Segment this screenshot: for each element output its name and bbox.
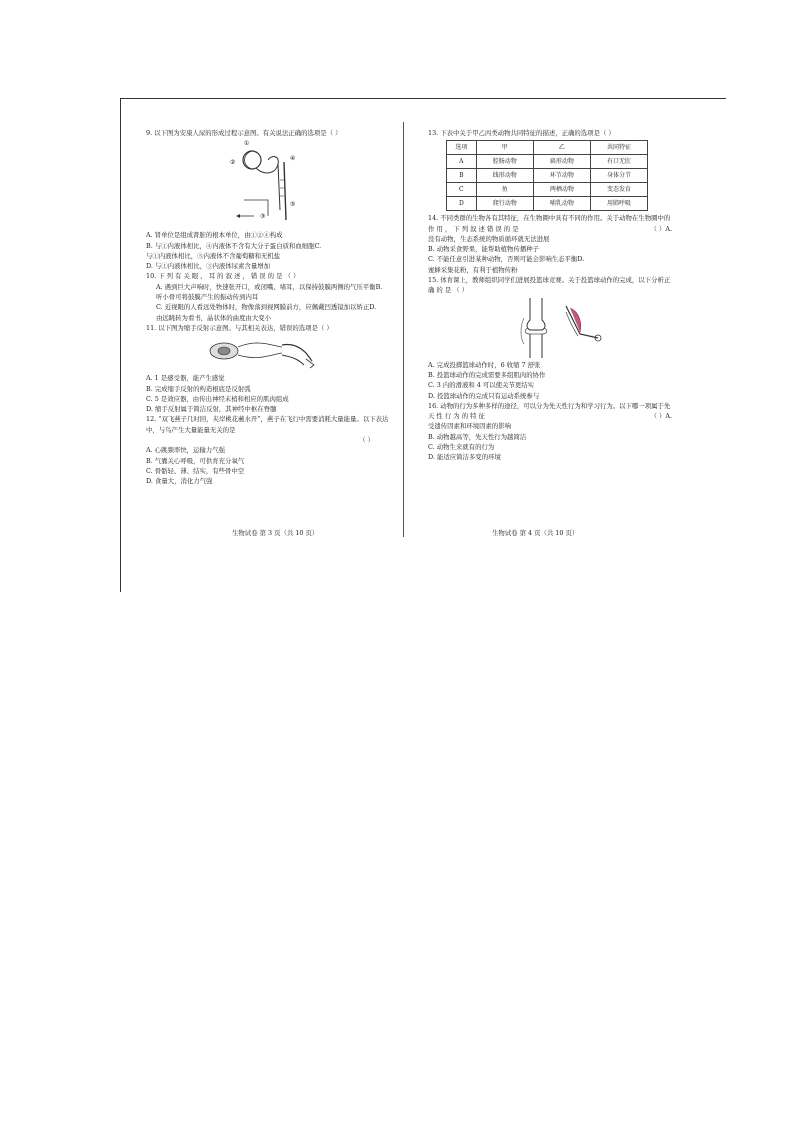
question-12-option: B. 气囊关心呼吸，可供育充分氧气	[146, 456, 245, 465]
answer-parentheses: （ ）A.	[650, 412, 672, 421]
question-15	[428, 275, 672, 401]
question-9-option: D. 与①内液体相比，③内液体尿素含量增加	[146, 262, 270, 271]
question-10-option: C. 近视眼的人看远处物体时，物像落到视网膜前方，应佩戴凹透镜加以矫正D.	[156, 303, 377, 312]
question-9-option: 与①内液体相比，⑤内液体不含葡萄糖和无机盐	[146, 251, 281, 260]
figure-label: ④	[290, 155, 296, 163]
question-16-option: D. 能适应简洁多变的环境	[428, 453, 501, 462]
table-cell: D	[447, 197, 477, 211]
nephron-diagram	[224, 140, 304, 228]
question-14-option: 没有动物，生态系统的物质循环就无法进展	[428, 234, 550, 243]
question-9	[146, 128, 390, 271]
animal-features-table	[446, 140, 648, 211]
question-9-option: A. 肾单位是组成肾脏的根本单位，由①②④构成	[146, 231, 283, 240]
reflex-arc-diagram	[208, 335, 318, 371]
left-column	[146, 128, 390, 487]
table-cell: 选项	[447, 141, 477, 155]
table-cell: 身体分节	[590, 169, 647, 183]
question-14	[428, 213, 672, 275]
figure-label: ③	[260, 213, 266, 221]
question-14-stem-cont: 作 用 ， 下 列 叙 述 错 误 的 是	[428, 224, 519, 233]
question-16-option: B. 动物越高等，先天性行为越简洁	[428, 432, 527, 441]
question-12-option: D. 食量大，消化力气强	[146, 477, 213, 486]
table-row	[447, 183, 648, 197]
page-border-left	[120, 98, 121, 592]
question-14-option: 蜜蜂采集花粉，有利于植物传粉	[428, 265, 518, 274]
question-15-option: C. 3 内的滑液和 4 可以使关节更结实	[428, 381, 535, 390]
question-14-option: B. 动物采食野果，能帮助植物传播种子	[428, 245, 540, 254]
table-row	[447, 155, 648, 169]
table-cell: 甲	[476, 141, 533, 155]
table-cell: 共同特征	[590, 141, 647, 155]
table-cell: 爬行动物	[476, 197, 533, 211]
question-11-stem: 11. 以下图为缩手反射示意图。与其相关表达，错误的选项是（ ）	[146, 323, 333, 332]
table-cell: 线形动物	[476, 169, 533, 183]
table-row	[447, 197, 648, 211]
question-10-option: 听小骨可将鼓膜产生的振动传到内耳	[156, 293, 259, 302]
question-10-stem: 10. 下 列 有 关 眼 、 耳 的 叙 述 ， 错 误 的 是 （ ）	[146, 272, 300, 281]
question-9-stem: 9. 以下图为安康人尿的形成过程示意图。有关说法正确的选项是（ ）	[146, 129, 342, 137]
question-9-option: B. 与①内液体相比，④内液体不含有大分子蛋白质和血细胞C.	[146, 241, 322, 250]
kidney-nephron-figure	[224, 140, 390, 228]
question-14-option: C. 不能任意引进某种动物，否则可能会影响生态平衡D.	[428, 255, 585, 264]
question-11-option: B. 完成缩手反射的构造根底是反射弧	[146, 384, 251, 393]
table-cell: 鱼	[476, 183, 533, 197]
question-15-option: D. 投篮球动作的完成只有运动系统参与	[428, 391, 540, 400]
page-footer-right: 生物试卷 第 4 页（共 10 页）	[492, 529, 579, 537]
page-footer-left: 生物试卷 第 3 页（共 10 页）	[232, 529, 319, 537]
table-cell: B	[447, 169, 477, 183]
table-cell: 有口无肛	[590, 155, 647, 169]
right-column	[428, 128, 672, 463]
question-11-option: A. 1 是感受器，能产生感觉	[146, 374, 225, 383]
table-cell: C	[447, 183, 477, 197]
table-cell: 乙	[533, 141, 590, 155]
table-cell: 扁形动物	[533, 155, 590, 169]
figure-label: ①	[244, 140, 250, 148]
knee-joint-diagram	[516, 298, 556, 358]
question-10	[146, 271, 390, 322]
question-10-option: A. 遇到巨大声响时，快速张开口，或闭嘴、堵耳，以保持鼓膜两侧的气压平衡B.	[156, 282, 383, 291]
reflex-arc-figure	[208, 335, 390, 371]
table-cell: A	[447, 155, 477, 169]
figure-label: ⑤	[290, 201, 296, 209]
answer-parentheses: （ ）A.	[650, 224, 672, 233]
question-12	[146, 414, 390, 486]
column-divider	[403, 122, 404, 537]
question-16-option: 受遗传因素和环境因素的影响	[428, 422, 512, 431]
page-border-top	[120, 98, 726, 99]
table-cell: 哺乳动物	[533, 197, 590, 211]
question-15-stem: 15. 体育课上，教师组织同学们进展投篮球竞赛。关于投篮球动作的完成，以下分析正	[428, 276, 671, 285]
question-16-option: C. 动物生来就有的行为	[428, 443, 495, 452]
table-cell: 两栖动物	[533, 183, 590, 197]
question-16-stem-cont: 天 性 行 为 的 特 征	[428, 412, 485, 421]
answer-parentheses: （ ）	[359, 436, 374, 445]
question-15-stem-cont: 确 的 是 （ ）	[428, 286, 469, 295]
question-15-option: B. 投篮球动作的完成需要多组肌肉的协作	[428, 370, 546, 379]
figure-label: ②	[230, 159, 236, 167]
table-cell: 环节动物	[533, 169, 590, 183]
question-11-option: D. 缩手反射属于简洁反射，其神经中枢在脊髓	[146, 405, 277, 414]
arm-muscle-diagram	[562, 298, 602, 358]
question-11-option: C. 5 是效应器，由传出神经末梢和相应的肌肉组成	[146, 394, 289, 403]
table-cell: 腔肠动物	[476, 155, 533, 169]
question-13-stem: 13. 下表中关于甲乙丙类动物共同特征的描述，正确的选项是（ ）	[428, 129, 615, 137]
question-14-stem: 14. 不同类群的生物各有其特征，在生物圈中具有不同的作用。关于动物在生物圈中的	[428, 214, 671, 223]
question-10-option: 由远眺转为看书，晶状体的曲度由大变小	[156, 313, 272, 322]
table-row	[447, 141, 648, 155]
joint-arm-figure	[516, 298, 672, 358]
question-15-option: A. 完成投掷篮球动作时，6 收缩 7 舒张	[428, 360, 541, 369]
question-12-stem: 12. “双飞燕子几时回，夹岸桃花蘸水开”，燕子在飞行中需要消耗大量能量。以下表达中，与鸟产生大量能量无关的是	[146, 415, 389, 434]
table-cell: 变态发育	[590, 183, 647, 197]
question-11	[146, 323, 390, 414]
table-row	[447, 169, 648, 183]
question-12-option: A. 心跳频率快，运输力气强	[146, 446, 225, 455]
table-cell: 用肺呼吸	[590, 197, 647, 211]
question-16	[428, 401, 672, 463]
question-16-stem: 16. 动物的行为多种多样的途径，可以分为先天性行为和学习行为。以下哪一项属于先	[428, 401, 671, 410]
question-13	[428, 128, 672, 211]
question-12-option: C. 骨骼轻、薄、结实，有些骨中空	[146, 466, 245, 475]
